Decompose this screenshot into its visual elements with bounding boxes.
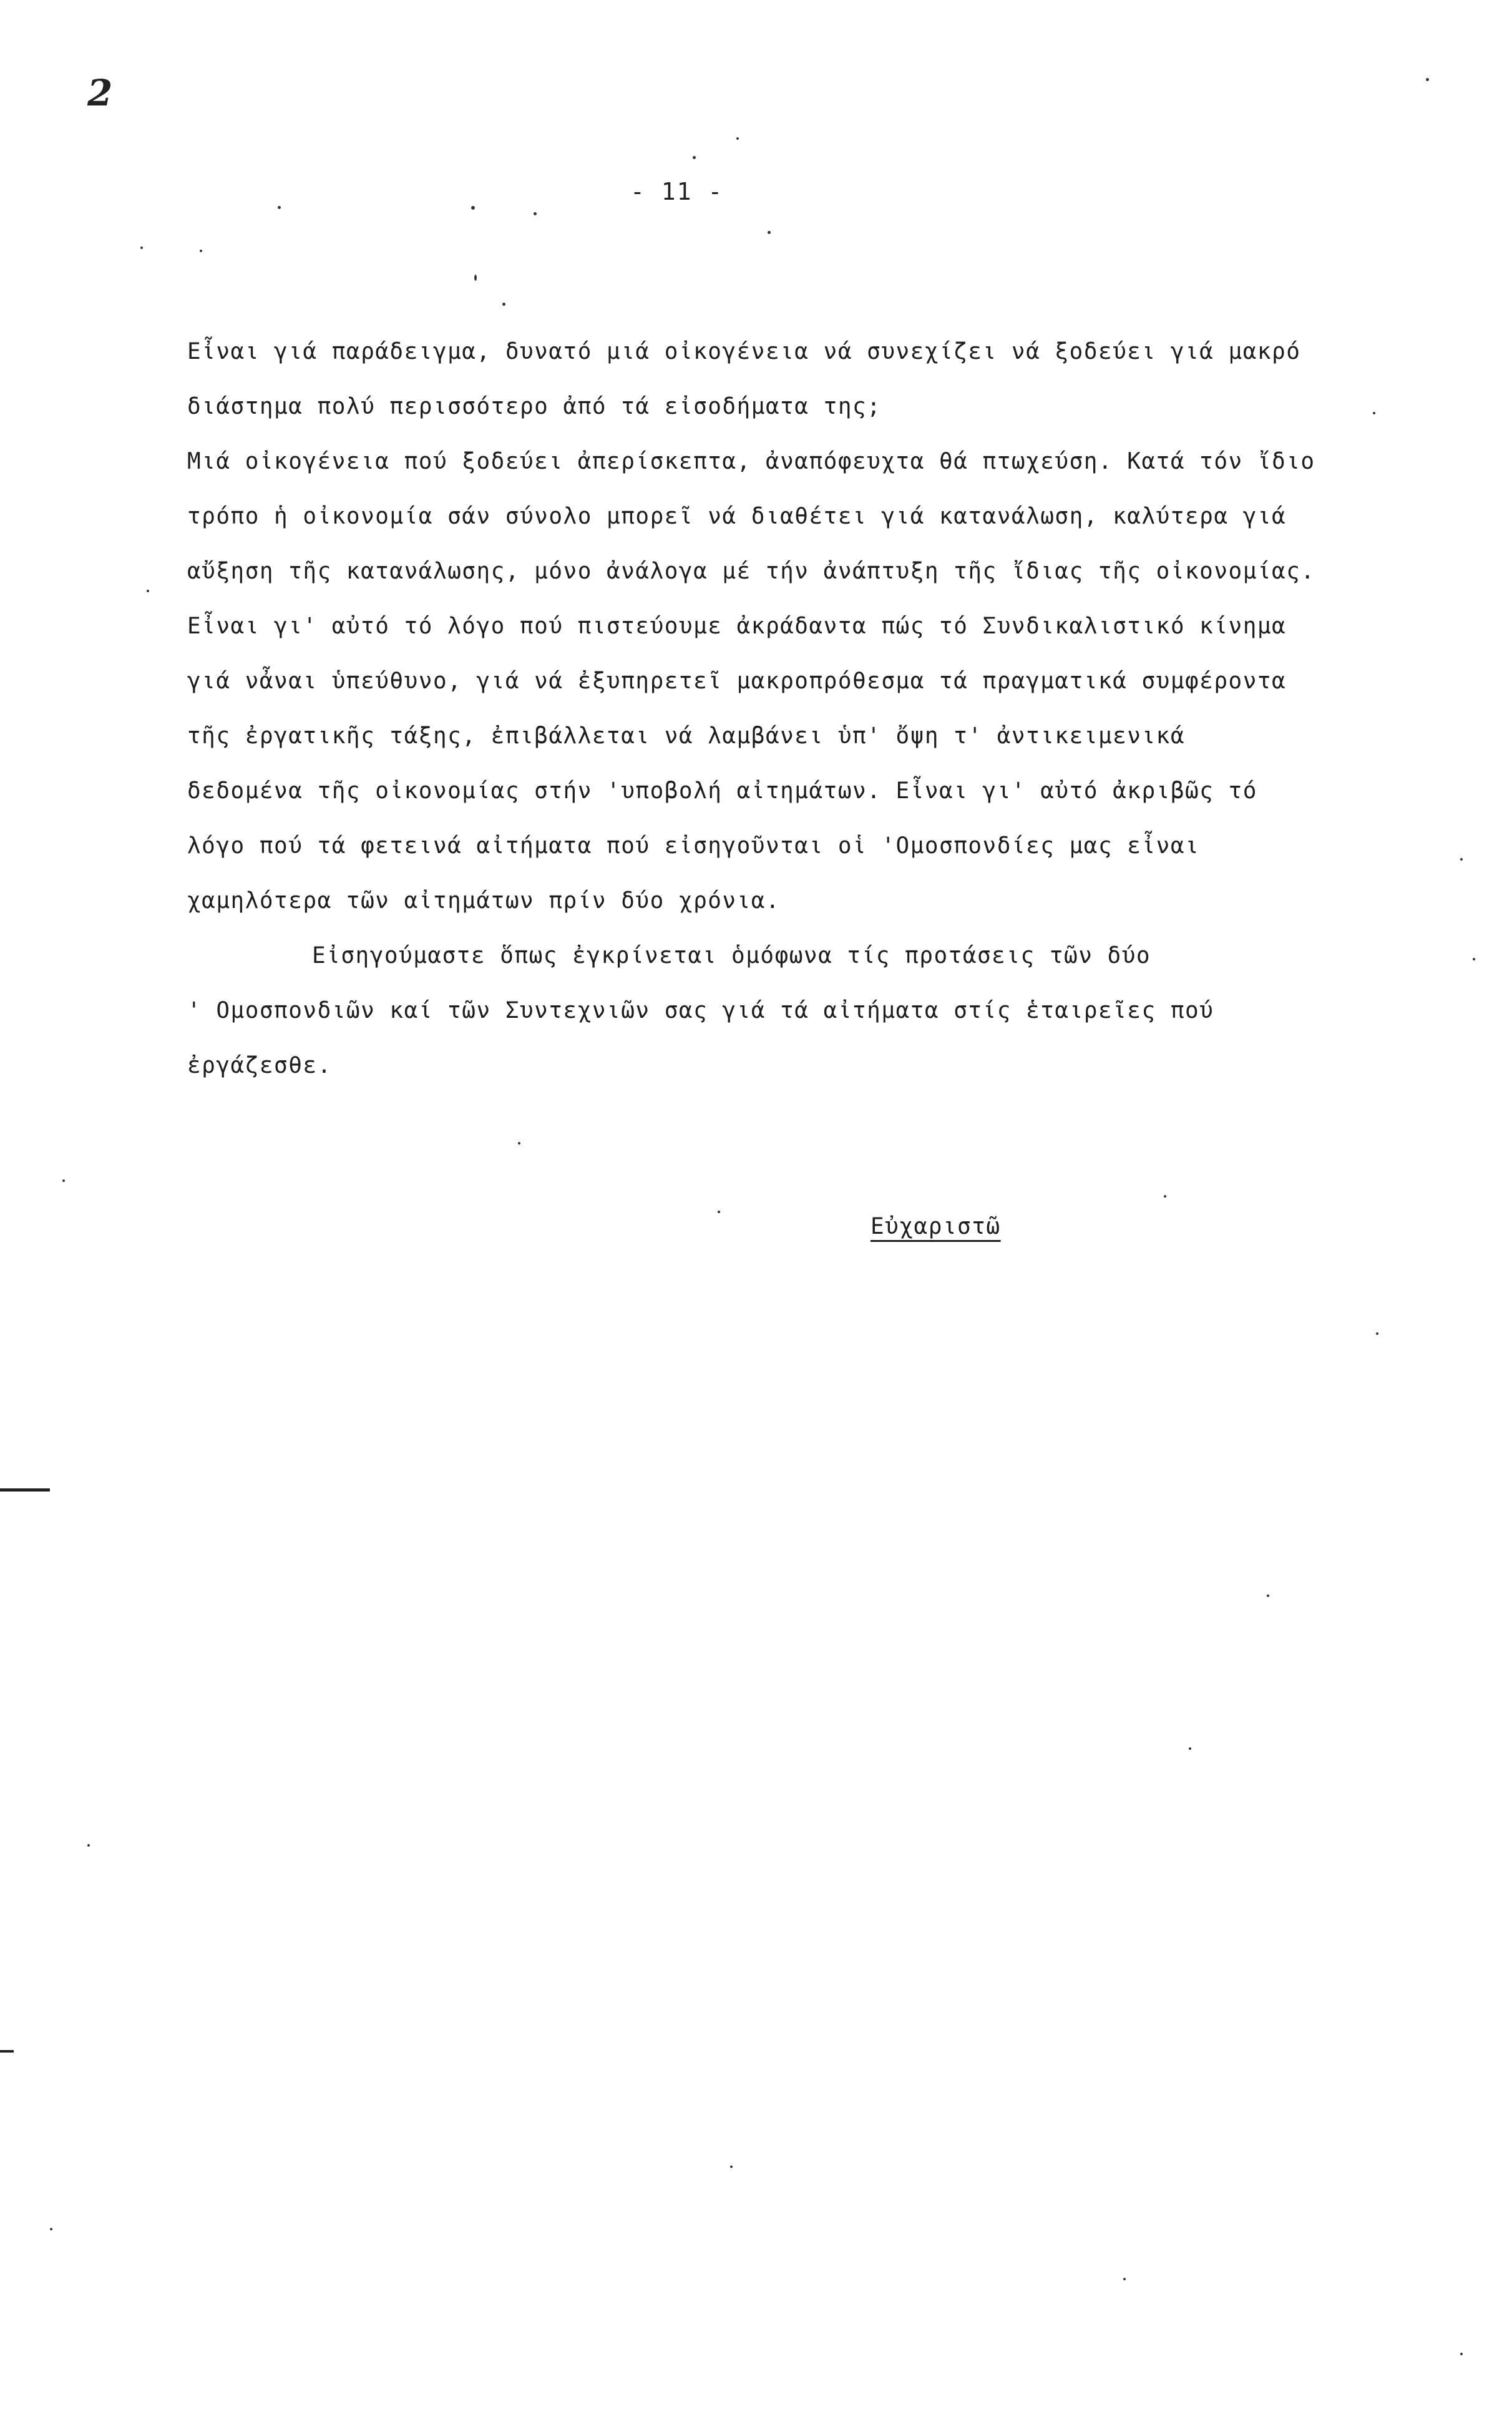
scan-speck — [1373, 412, 1375, 414]
scan-speck — [1376, 1332, 1378, 1335]
text-line: αὔξηση τῆς κατανάλωσης, μόνο ἀνάλογα μέ τήν ἀνάπτυξη τῆς ἴδιας τῆς οἰκονομίας. — [187, 559, 1315, 584]
scan-speck — [1426, 78, 1429, 81]
scan-speck — [693, 156, 696, 159]
scan-speck — [1123, 2278, 1126, 2280]
scan-speck — [730, 2165, 733, 2168]
scan-speck — [50, 2228, 52, 2230]
text-line: Εἶναι γιά παράδειγμα, δυνατό μιά οἰκογένεια νά συνεχίζει νά ξοδεύει γιά μακρό — [187, 339, 1301, 364]
scan-speck — [1267, 1594, 1269, 1597]
scan-speck — [1460, 2353, 1463, 2355]
scan-speck — [62, 1179, 65, 1182]
text-line: λόγο πού τά φετεινά αἰτήματα πού εἰσηγοῦνται οἱ 'Ομοσπονδίες μας εἶναι — [187, 833, 1200, 859]
scan-speck — [1164, 1195, 1166, 1198]
signoff-thanks: Εὐχαριστῶ — [871, 1214, 1001, 1239]
text-line: τῆς ἐργατικῆς τάξης, ἐπιβάλλεται νά λαμβάνει ὑπ' ὄψη τ' ἀντικειμενικά — [187, 723, 1185, 749]
text-line: γιά νἆναι ὑπεύθυνο, γιά νά ἐξυπηρετεῖ μακροπρόθεσμα τά πραγματικά συμφέροντα — [187, 668, 1287, 694]
margin-dash-mark — [0, 1488, 50, 1492]
scan-speck — [1189, 1747, 1191, 1750]
paragraph-2-line: Εἰσηγούμαστε ὅπως ἐγκρίνεται ὁμόφωνα τίς προτάσεις τῶν δύο — [312, 943, 1151, 969]
text-line: Εἶναι γι' αὐτό τό λόγο πού πιστεύουμε ἀκράδαντα πώς τό Συνδικαλιστικό κίνημα — [187, 613, 1287, 639]
scan-speck — [534, 212, 537, 215]
scan-speck — [200, 250, 202, 252]
scan-speck — [140, 247, 143, 249]
scan-speck — [718, 1211, 720, 1213]
text-line: δεδομένα τῆς οἰκονομίας στήν 'υποβολή αἰτημάτων. Εἶναι γι' αὐτό ἀκριβῶς τό — [187, 778, 1257, 804]
text-line: Μιά οἰκογένεια πού ξοδεύει ἀπερίσκεπτα, ἀναπόφευχτα θά πτωχεύση. Κατά τόν ἴδιο — [187, 449, 1315, 474]
scan-speck — [502, 303, 505, 306]
scan-speck — [768, 231, 771, 234]
scan-speck — [147, 590, 149, 592]
text-line: διάστημα πολύ περισσότερο ἀπό τά εἰσοδήματα της; — [187, 394, 882, 419]
page-number: - 11 - — [630, 178, 724, 205]
scan-speck — [471, 206, 475, 210]
scan-speck — [518, 1142, 520, 1145]
body-text — [187, 325, 1435, 1093]
scan-speck — [87, 1844, 90, 1847]
scan-speck — [474, 275, 477, 281]
scan-speck — [1460, 858, 1463, 861]
text-line: χαμηλότερα τῶν αἰτημάτων πρίν δύο χρόνια. — [187, 888, 781, 914]
scan-speck — [278, 206, 281, 209]
text-line: τρόπο ἡ οἰκονομία σάν σύνολο μπορεῖ νά διαθέτει γιά κατανάλωση, καλύτερα γιά — [187, 504, 1287, 529]
handwritten-page-mark: 2 — [87, 72, 113, 114]
paragraph-2-line: ' Ομοσπονδιῶν καί τῶν Συντεχνιῶν σας γιά τά αἰτήματα στίς ἑταιρεῖες πού — [187, 998, 1214, 1023]
scan-speck — [1473, 958, 1475, 960]
paragraph-2-line: ἐργάζεσθε. — [187, 1053, 332, 1078]
scan-speck — [736, 137, 739, 140]
margin-dash-mark — [0, 2050, 14, 2053]
